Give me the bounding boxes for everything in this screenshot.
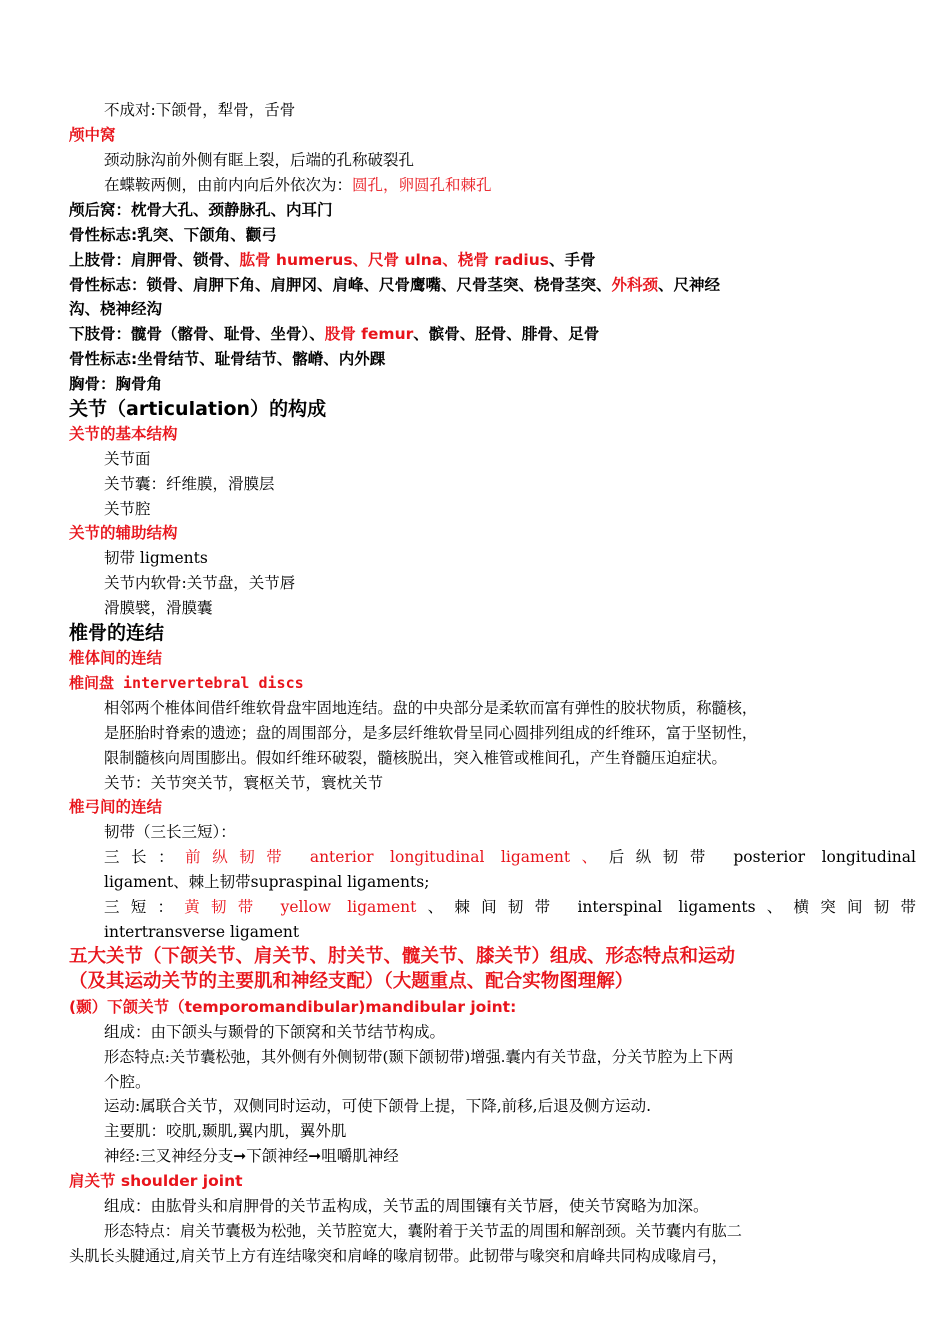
subheading: 关节的基本结构 — [69, 425, 178, 443]
paragraph-line: 相邻两个椎体间借纤维软骨盘牢固地连结。盘的中央部分是柔软而富有弹性的胶状物质，称髓核， — [104, 699, 758, 717]
subheading: 椎间盘 intervertebral discs — [69, 674, 304, 692]
paragraph-line: 形态特点：肩关节囊极为松弛，关节腔宽大，囊附着于关节盂的周围和解剖颈。关节囊内有肱二 — [104, 1222, 742, 1240]
highlight-text: 股骨 femur — [324, 325, 414, 343]
paragraph-line: 头肌长头腱通过,肩关节上方有连结喙突和肩峰的喙肩韧带。此韧带与喙突和肩峰共同构成喙肩弓， — [69, 1247, 727, 1265]
subheading: 肩关节 shoulder joint — [69, 1172, 243, 1190]
text-line: 组成：由肱骨头和肩胛骨的关节盂构成，关节盂的周围镶有关节唇，使关节窝略为加深。 — [104, 1197, 709, 1215]
text-line: 三长：前纵韧带 anterior longitudinal ligament、后纵韧带 posterior longitudinal — [104, 848, 916, 866]
subheading: 椎弓间的连结 — [69, 798, 163, 816]
text-line: 不成对:下颌骨，犁骨，舌骨 — [104, 101, 296, 119]
text-line-bold: 胸骨：胸骨角 — [69, 375, 163, 393]
highlight-text: 前纵韧带 anterior longitudinal ligament、 — [185, 848, 609, 866]
text-line: 关节面 — [104, 450, 151, 468]
paragraph-line: 限制髓核向周围膨出。假如纤维环破裂，髓核脱出，突入椎管或椎间孔，产生脊髓压迫症状。 — [104, 749, 727, 767]
subheading: 关节的辅助结构 — [69, 524, 178, 542]
text-line: intertransverse ligament — [104, 923, 300, 941]
section-heading: 椎骨的连结 — [69, 622, 165, 644]
text-line: 在蝶鞍两侧，由前内向后外依次为：圆孔，卵圆孔和棘孔 — [104, 176, 492, 194]
paragraph-line: 是胚胎时脊索的遗迹；盘的周围部分，是多层纤维软骨呈同心圆排列组成的纤维环，富于坚韧性， — [104, 724, 758, 742]
text-line: 主要肌：咬肌,颞肌,翼内肌，翼外肌 — [104, 1122, 347, 1140]
text-line: 关节内软骨:关节盘，关节唇 — [104, 574, 296, 592]
text-line-bold: 沟、桡神经沟 — [69, 300, 163, 318]
text-line: 神经:三叉神经分支➞下颌神经➞咀嚼肌神经 — [104, 1147, 399, 1165]
text-line: ligament、棘上韧带supraspinal ligaments; — [104, 873, 430, 891]
text-line-bold: 上肢骨：肩胛骨、锁骨、肱骨 humerus、尺骨 ulna、桡骨 radius、手骨 — [69, 251, 596, 269]
text-line: 个腔。 — [104, 1073, 151, 1091]
text-line: 韧带 ligments — [104, 549, 208, 567]
text-line: 三短：黄韧带 yellow ligament、棘间韧带 interspinal ligaments、横突间韧带 — [104, 898, 916, 916]
subheading: (颞）下颌关节（temporomandibular)mandibular joint: — [69, 998, 517, 1016]
section-heading: 关节（articulation）的构成 — [69, 398, 327, 420]
highlight-text: 外科颈 — [611, 276, 659, 294]
text-line: 关节腔 — [104, 500, 151, 518]
text-line: 滑膜襞，滑膜囊 — [104, 599, 213, 617]
text-line: 组成：由下颌头与颞骨的下颌窝和关节结节构成。 — [104, 1023, 446, 1041]
heading-middle-cranial-fossa: 颅中窝 — [69, 126, 116, 144]
text-line: 颈动脉沟前外侧有眶上裂，后端的孔称破裂孔 — [104, 151, 415, 169]
major-heading: （及其运动关节的主要肌和神经支配）（大题重点、配合实物图理解） — [69, 971, 634, 992]
subheading: 椎体间的连结 — [69, 649, 163, 667]
text-line: 运动:属联合关节，双侧同时运动，可使下颌骨上提，下降,前移,后退及侧方运动. — [104, 1097, 652, 1115]
text-line: 关节：关节突关节，寰枢关节，寰枕关节 — [104, 774, 384, 792]
text-line-bold: 骨性标志:乳突、下颌角、颧弓 — [69, 226, 277, 244]
highlight-text: 肱骨 humerus、尺骨 ulna、桡骨 radius — [239, 251, 549, 269]
text-line: 韧带（三长三短）： — [104, 823, 236, 841]
highlight-text: 黄韧带 yellow ligament — [184, 898, 417, 916]
text-line: 形态特点:关节囊松弛，其外侧有外侧韧带(颞下颌韧带)增强.囊内有关节盘，分关节腔为上下两 — [104, 1048, 734, 1066]
text-line: 关节囊：纤维膜，滑膜层 — [104, 475, 275, 493]
highlight-text: 圆孔，卵圆孔和棘孔 — [352, 176, 492, 194]
text-line-bold: 颅后窝：枕骨大孔、颈静脉孔、内耳门 — [69, 201, 333, 219]
major-heading: 五大关节（下颌关节、肩关节、肘关节、髋关节、膝关节）组成、形态特点和运动 — [69, 946, 736, 967]
text-line-bold: 骨性标志:坐骨结节、耻骨结节、髂嵴、内外踝 — [69, 350, 386, 368]
text-line-bold: 下肢骨：髋骨（髂骨、耻骨、坐骨）、股骨 femur、髌骨、胫骨、腓骨、足骨 — [69, 325, 600, 343]
text-line-bold: 骨性标志：锁骨、肩胛下角、肩胛冈、肩峰、尺骨鹰嘴、尺骨茎突、桡骨茎突、外科颈、尺神经 — [69, 276, 721, 294]
